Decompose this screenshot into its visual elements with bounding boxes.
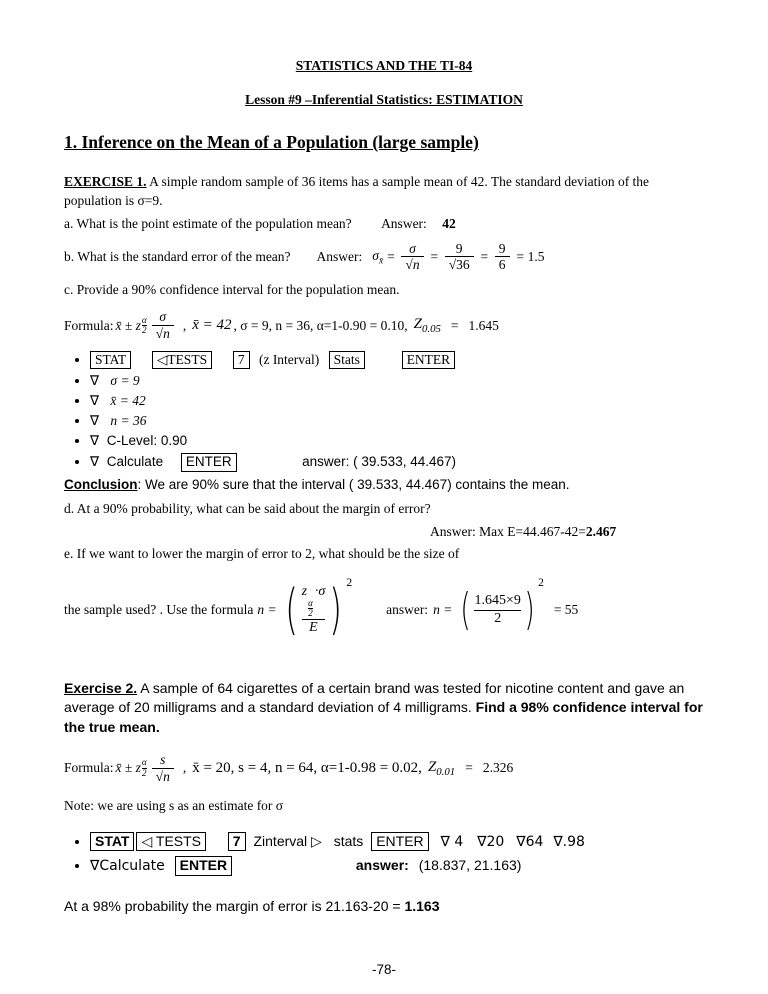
down-4: ∇ 4 <box>440 833 464 850</box>
tests-key: ◁ TESTS <box>136 832 206 852</box>
close-paren: ) <box>524 584 535 636</box>
z-symbol <box>414 316 441 335</box>
xbar-value: x̄ = 42 <box>110 393 146 409</box>
ex1-label: EXERCISE 1. <box>64 174 147 189</box>
two: 2 <box>142 325 147 335</box>
ex1-intro <box>64 173 704 210</box>
frac-num: 9 <box>455 240 463 256</box>
interval-answer: answer: ( 39.533, 44.467) <box>302 454 456 470</box>
frac-num: 9 <box>498 240 506 256</box>
capital-z: Z <box>427 758 437 775</box>
z-subscript: 0.01 <box>436 765 456 778</box>
close-paren: ) <box>329 577 343 641</box>
doc-title-row <box>64 58 704 74</box>
stat-key: STAT <box>90 351 131 370</box>
b-result: 1.5 <box>527 248 545 264</box>
down-calculate: ∇Calculate <box>90 858 165 875</box>
ex1-a-answer-label: Answer: <box>381 216 427 232</box>
formula-xbar-pm-z: x̄ ± z <box>115 760 141 776</box>
tests-key: ◁TESTS <box>152 351 212 370</box>
alpha: α <box>141 314 147 325</box>
z-value: 2.326 <box>482 760 514 776</box>
frac-num: σ <box>409 240 416 256</box>
ex1-question-a <box>64 215 704 234</box>
down-098: ∇.98 <box>553 833 585 850</box>
section-heading-row <box>64 132 704 153</box>
alpha: α <box>141 757 147 768</box>
note-text: Note: we are using s as an estimate for σ <box>64 798 284 814</box>
ex1-a-question: a. What is the point estimate of the population mean? <box>64 216 352 232</box>
frac-num <box>302 584 326 619</box>
c-level-value: C-Level: 0.90 <box>106 433 188 449</box>
frac-num: s <box>160 752 166 768</box>
doc-title: STATISTICS AND THE TI-84 <box>295 58 473 73</box>
n-equals: n = <box>433 602 453 618</box>
xbar-subscript: x̄ <box>378 255 384 267</box>
ex1-question-e <box>64 545 704 564</box>
ex1-d-question: d. At a 90% probability, what can be said about the margin of error? <box>64 500 431 516</box>
sigma-xbar <box>372 248 383 267</box>
frac-den-E: E <box>302 619 326 637</box>
margin-value: 1.163 <box>404 897 440 914</box>
alpha-over-2-subscript <box>308 599 313 619</box>
ex1-steps-list <box>64 351 704 473</box>
step-clevel <box>90 433 704 449</box>
formula-values: , σ = 9, n = 36, α=1-0.90 = 0.10, <box>233 317 408 333</box>
stats-text: stats <box>333 832 364 849</box>
fraction-sigma-sqrtn <box>401 241 423 273</box>
formula-label: Formula: <box>64 760 114 776</box>
open-paren: ( <box>460 584 472 636</box>
radical-sign: √ <box>405 257 413 273</box>
doc-subtitle: Lesson #9 –Inferential Statistics: ESTIMATION <box>245 92 523 107</box>
doc-subtitle-row <box>64 92 704 108</box>
e-result: = 55 <box>553 602 579 618</box>
ex1-b-question: b. What is the standard error of the mean? <box>64 248 291 264</box>
answer-label: answer: <box>355 857 409 874</box>
frac-den: n <box>412 257 420 273</box>
frac-num: σ <box>159 309 167 325</box>
xbar-equals-42: x̄ = 42 <box>192 317 232 333</box>
conclusion-label: Conclusion <box>64 477 138 493</box>
margin-text: At a 98% probability the margin of error is 21.163-20 = <box>64 897 405 914</box>
equals: = <box>450 317 459 333</box>
fraction-s-sqrtn <box>152 752 174 784</box>
ex2-label: Exercise 2. <box>64 680 138 697</box>
down-arrow-icon: ∇ <box>90 433 100 450</box>
period: . <box>155 718 160 735</box>
ex2-margin-line <box>64 897 704 916</box>
alpha-over-2-subscript <box>142 758 147 778</box>
z-symbol <box>428 759 455 778</box>
enter-key: ENTER <box>181 453 237 472</box>
conclusion-text: : We are 90% sure that the interval ( 39.533, 44.467) contains the mean. <box>137 477 570 493</box>
formula-values: x̄ = 20, s = 4, n = 64, α=1-0.98 = 0.02, <box>192 759 422 776</box>
sigma-value: σ = 9 <box>110 373 140 389</box>
ex1-question-c <box>64 281 704 300</box>
ex1-question-d <box>64 500 704 519</box>
enter-key: ENTER <box>371 832 428 852</box>
ex2-intro-text: A sample of 64 cigarettes of a certain brand was tested for nicotine content and gave an average of 20 milligrams and a standard deviation of 4 milligrams. <box>64 680 685 716</box>
radical-sign: √ <box>155 768 164 784</box>
alpha: α <box>308 597 313 608</box>
ex1-formula-row <box>64 305 704 347</box>
ex1-a-answer-value: 42 <box>442 216 456 232</box>
frac-den: 6 <box>495 256 510 273</box>
equals-2: = <box>429 248 439 264</box>
open-paren: ( <box>284 577 298 641</box>
frac-num: 1.645×9 <box>474 592 521 608</box>
comma: , <box>182 317 187 333</box>
ex2-note <box>64 797 704 816</box>
step-keys <box>90 832 704 853</box>
big-fraction-1645x9-2 <box>474 593 520 628</box>
ex1-d-answer <box>430 524 704 540</box>
page-number-row <box>64 962 704 977</box>
step-n <box>90 413 704 429</box>
ex2-bold-sentence: Find a 98% confidence interval for the true mean <box>64 699 703 735</box>
comma: , <box>182 760 187 776</box>
fraction-9-6 <box>495 241 510 273</box>
d-answer-text: Answer: Max E=44.467-42= <box>430 523 586 539</box>
ex1-e-question: e. If we want to lower the margin of error to 2, what should be the size of <box>64 545 460 561</box>
ex1-question-b <box>64 239 704 275</box>
squared-exponent: 2 <box>346 577 353 590</box>
equals-3: = <box>479 248 489 264</box>
e-formula-lead: the sample used? . Use the formula <box>64 602 254 618</box>
n-value: n = 36 <box>110 413 147 429</box>
ex1-e-formula <box>64 571 704 649</box>
equals: = <box>465 760 473 776</box>
calculate-text: Calculate <box>106 454 164 470</box>
down-arrow-icon: ∇ <box>90 454 100 471</box>
ex1-b-answer-label: Answer: <box>316 248 363 264</box>
d-answer-value: 2.467 <box>585 523 617 539</box>
ex2-intro <box>64 679 704 737</box>
step-xbar <box>90 393 704 409</box>
step-keys <box>90 351 704 370</box>
down-64: ∇64 <box>516 833 544 850</box>
frac-den: n <box>163 768 170 784</box>
step-calculate <box>90 856 704 877</box>
n-equals: n = <box>257 602 277 618</box>
step-sigma <box>90 373 704 389</box>
seven-key: 7 <box>233 351 250 370</box>
seven-key: 7 <box>228 832 246 852</box>
stat-key: STAT <box>90 832 134 852</box>
fraction-9-sqrt36 <box>445 241 474 273</box>
radical-sign: √ <box>155 326 164 341</box>
two: 2 <box>142 767 147 778</box>
equals-1: = <box>386 248 396 264</box>
formula-label: Formula: <box>64 317 114 333</box>
dot-sigma: ·σ <box>314 583 326 599</box>
down-20: ∇20 <box>477 833 505 850</box>
big-fraction-z-sigma-E <box>302 584 326 637</box>
ex2-steps-list <box>64 832 704 877</box>
formula-xbar-pm-z: x̄ ± z <box>115 317 141 333</box>
frac-den: 36 <box>456 257 470 273</box>
equals-4: = <box>515 248 525 264</box>
two: 2 <box>308 608 313 619</box>
enter-key: ENTER <box>402 351 456 370</box>
zinterval-text: Zinterval ▷ <box>253 832 322 849</box>
ex1-c-question: c. Provide a 90% confidence interval for the population mean. <box>64 281 400 297</box>
z-value: 1.645 <box>468 317 499 333</box>
z-interval-text: (z Interval) <box>258 351 320 367</box>
formula-values-wrap <box>192 760 422 777</box>
alpha-over-2-subscript <box>142 316 147 336</box>
squared-exponent: 2 <box>538 577 544 590</box>
down-arrow-icon: ∇ <box>90 393 100 410</box>
interval-answer: (18.837, 21.163) <box>418 857 522 874</box>
capital-z: Z <box>413 316 422 332</box>
section-heading: 1. Inference on the Mean of a Population (large sample) <box>64 132 479 152</box>
z-symbol: z <box>301 583 308 599</box>
ex1-conclusion <box>64 476 704 495</box>
sigma-symbol: σ <box>372 247 379 263</box>
fraction-sigma-sqrtn <box>152 309 174 341</box>
step-calculate <box>90 453 704 472</box>
frac-den: n <box>163 326 170 341</box>
enter-key: ENTER <box>175 856 232 876</box>
frac-den: 2 <box>474 610 520 628</box>
z-subscript: 0.05 <box>422 323 441 335</box>
stats-key: Stats <box>329 351 365 370</box>
page-number: -78- <box>371 962 396 978</box>
ex2-formula-row <box>64 747 704 789</box>
ex1-intro-text: A simple random sample of 36 items has a sample mean of 42. The standard deviation of the population is σ=9. <box>64 174 650 208</box>
down-arrow-icon: ∇ <box>90 373 100 390</box>
answer-label: answer: <box>386 602 429 618</box>
radical-sign: √ <box>448 257 457 273</box>
down-arrow-icon: ∇ <box>90 413 100 430</box>
